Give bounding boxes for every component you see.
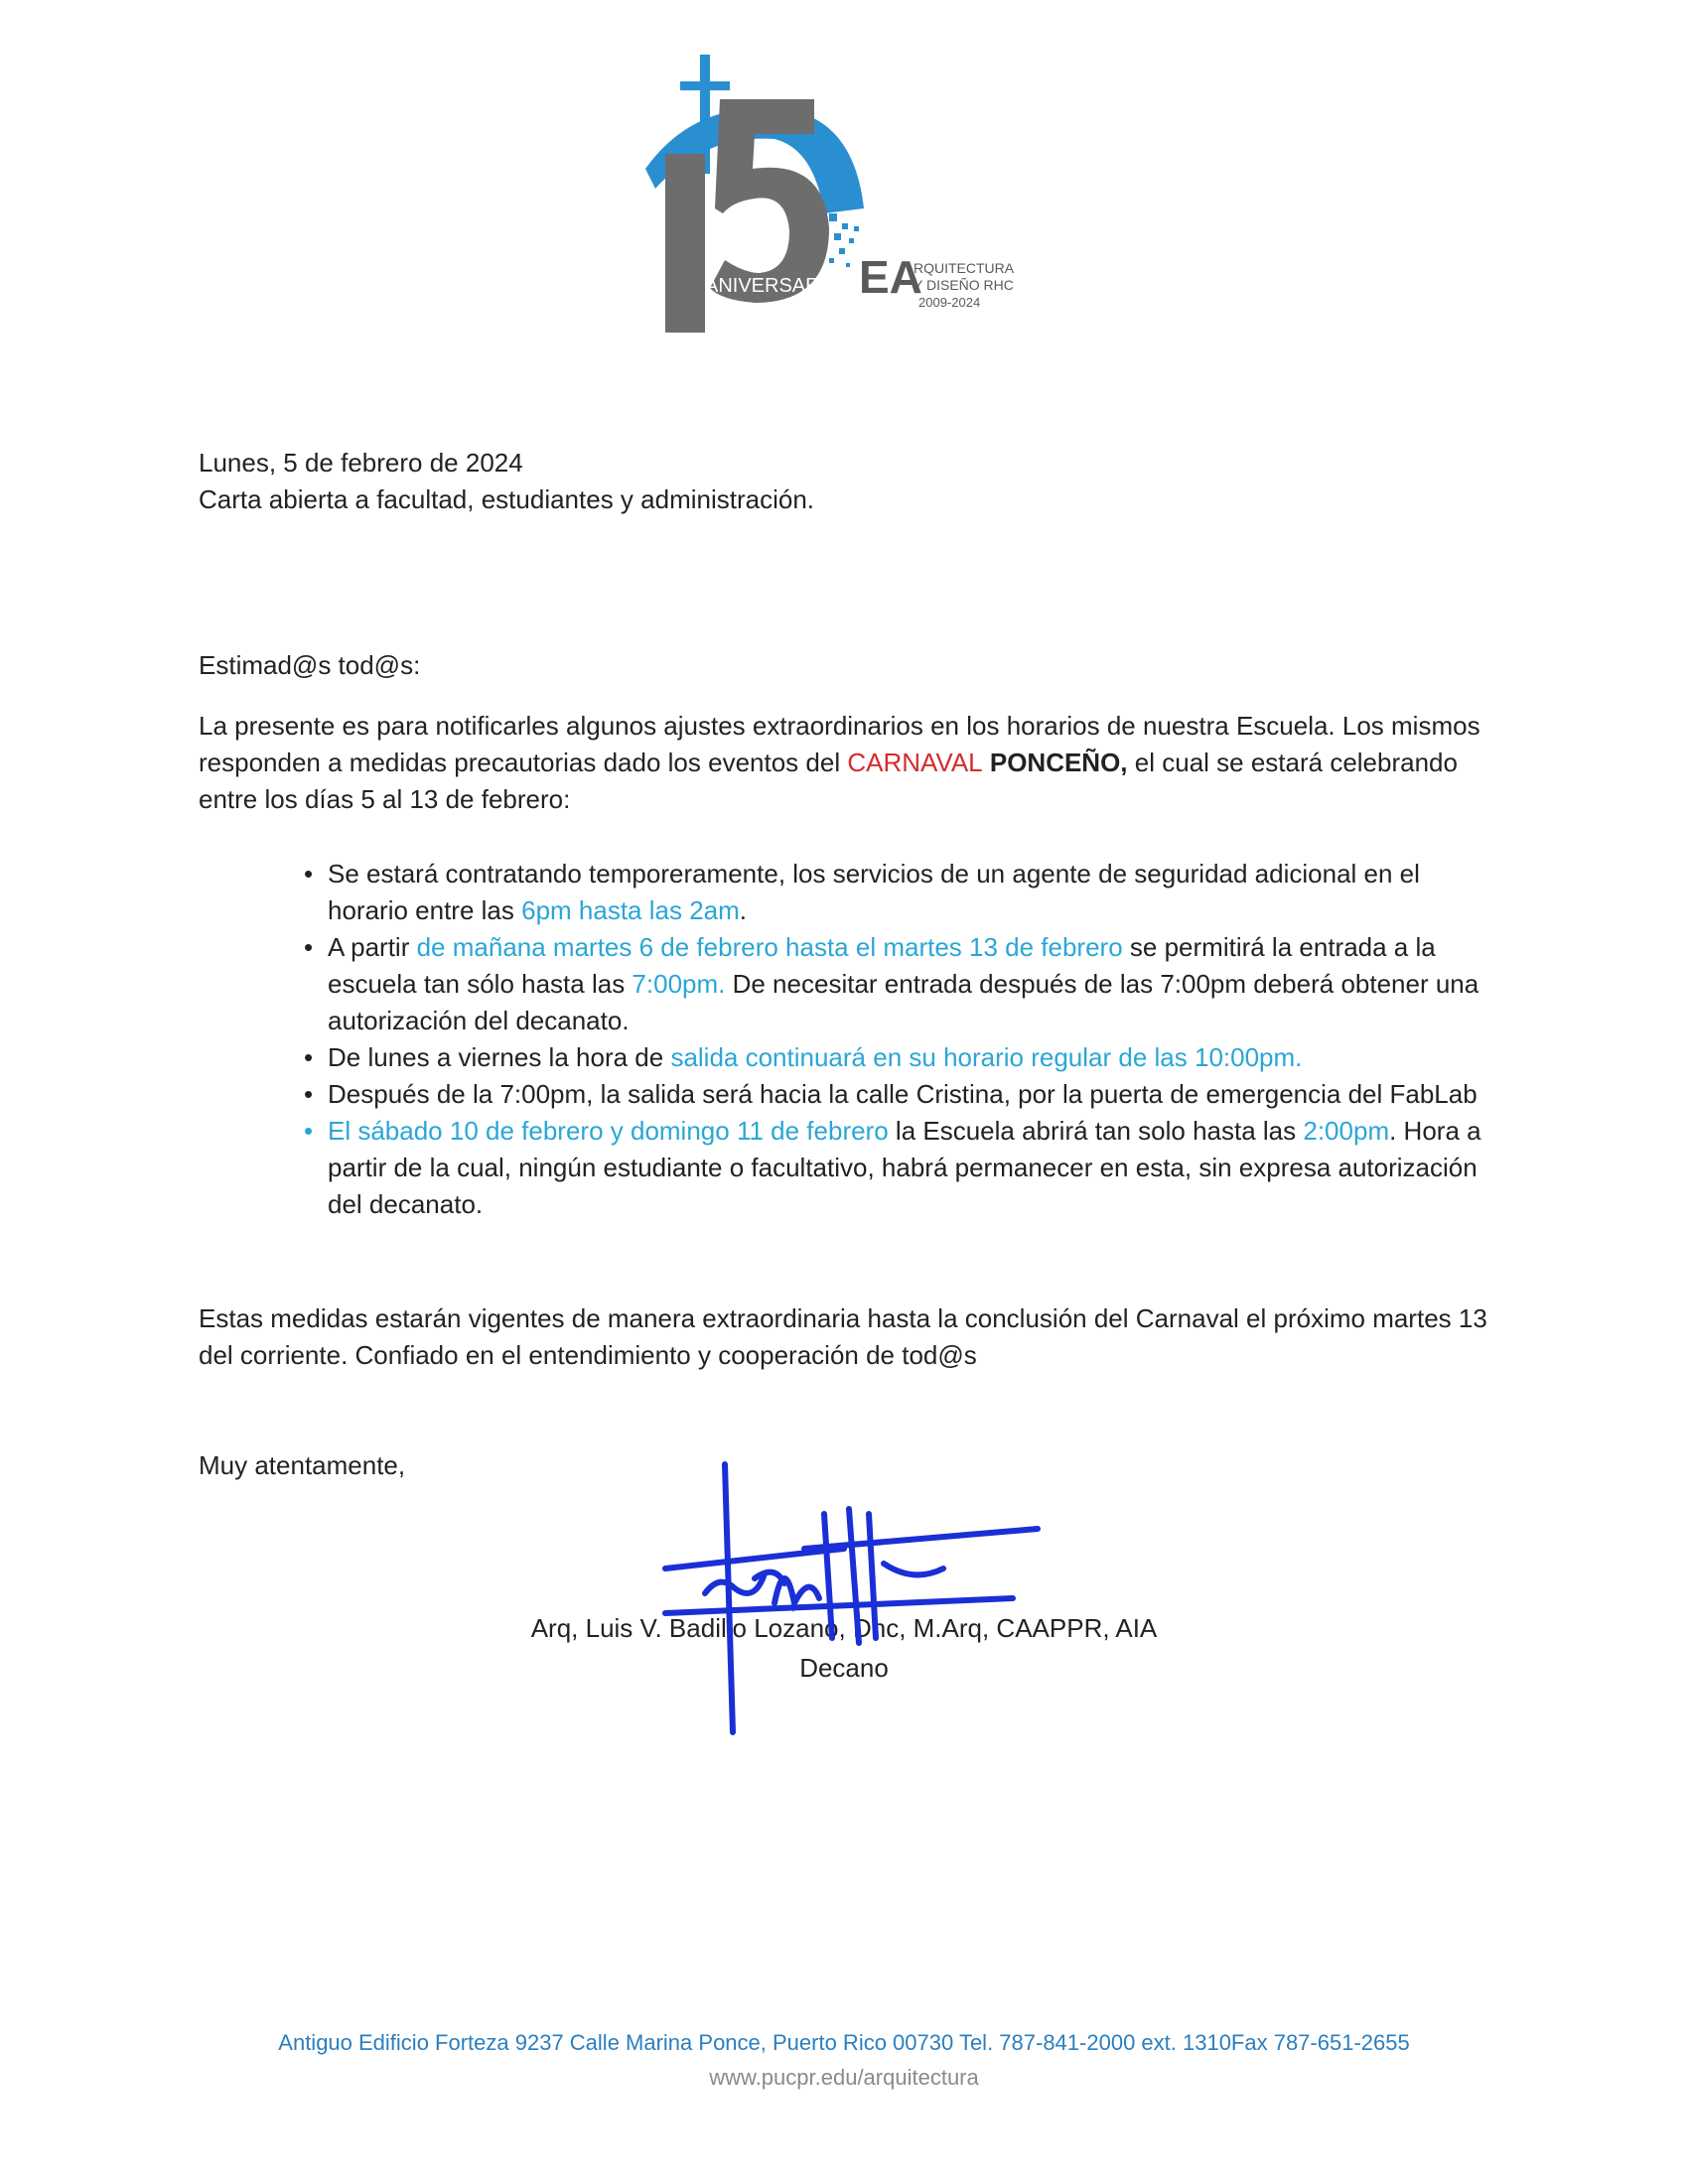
- logo-aniversario: ANIVERSARIO: [705, 275, 841, 297]
- logo-line1: RQUITECTURA: [914, 260, 1015, 276]
- measures-list: [280, 856, 1501, 1223]
- intro-part2: el cual se estará celebrando entre los días 5 al 13 de febrero:: [199, 748, 1458, 814]
- logo-digit-five: [710, 99, 829, 303]
- signatory-title: Decano: [799, 1653, 889, 1683]
- logo-cross-horizontal: [680, 81, 730, 90]
- letter-subject: Carta abierta a facultad, estudiantes y administración.: [199, 484, 815, 514]
- footer-website[interactable]: www.pucpr.edu/arquitectura: [709, 2065, 979, 2090]
- logo-line2: Y DISEÑO RHC: [914, 277, 1014, 293]
- carnaval-text: CARNAVAL: [847, 748, 983, 777]
- ponceno-text: PONCEÑO,: [982, 748, 1128, 777]
- handwritten-signature: [645, 1454, 1062, 1742]
- valediction: Muy atentamente,: [199, 1450, 406, 1480]
- greeting: Estimad@s tod@s:: [199, 650, 421, 680]
- logo-ea: EA: [859, 251, 922, 303]
- list-item: • A partir de mañana martes 6 de febrero hasta el martes 13 de febrero se permitirá la entrada a la escuela tan sólo hasta las 7:00pm. De necesitar entrada después de las 7:00pm deberá obtener una autorización del decanato.: [304, 932, 1479, 1035]
- footer-address: Antiguo Edificio Forteza 9237 Calle Marina Ponce, Puerto Rico 00730 Tel. 787-841-2000 ext. 1310Fax 787-651-2655: [278, 2030, 1410, 2055]
- list-item: • Después de la 7:00pm, la salida será hacia la calle Cristina, por la puerta de emergencia del FabLab: [304, 1079, 1477, 1109]
- anniversary-logo: [626, 40, 1043, 338]
- intro-part1: La presente es para notificarles algunos ajustes extraordinarios en los horarios de nuestra Escuela. Los mismos responden a medidas precautorias dado los eventos del: [199, 711, 1480, 777]
- letter-date: Lunes, 5 de febrero de 2024: [199, 448, 523, 478]
- list-item: • De lunes a viernes la hora de salida continuará en su horario regular de las 10:00pm.: [304, 1042, 1303, 1072]
- closing-paragraph: Estas medidas estarán vigentes de manera extraordinaria hasta la conclusión del Carnaval el próximo martes 13 del corriente. Confiado en el entendimiento y cooperación de tod@s: [199, 1303, 1487, 1370]
- list-item: • Se estará contratando temporeramente, los servicios de un agente de seguridad adicional en el horario entre las 6pm hasta las 2am.: [304, 859, 1420, 925]
- logo-digit-one: [665, 154, 705, 333]
- signatory-name: Arq, Luis V. Badillo Lozano, Dhc, M.Arq, CAAPPR, AIA: [530, 1613, 1158, 1643]
- list-item: • El sábado 10 de febrero y domingo 11 de febrero la Escuela abrirá tan solo hasta las 2:00pm. Hora a partir de la cual, ningún estudiante o facultativo, habrá permanecer en esta, sin expresa autorización del decanato.: [304, 1116, 1481, 1219]
- intro-paragraph: [199, 708, 1489, 818]
- logo-years: 2009-2024: [918, 295, 981, 310]
- logo-pixels: [829, 213, 859, 267]
